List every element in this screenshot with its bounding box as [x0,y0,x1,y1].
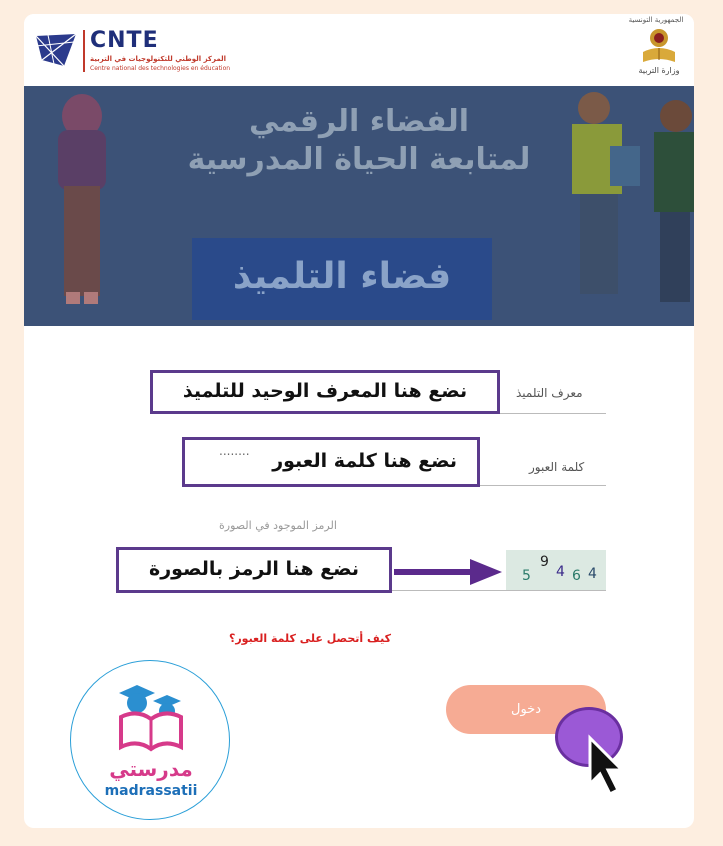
cnte-name: CNTE [90,28,159,53]
madrassati-logo [70,660,230,820]
banner-title-line2: لمتابعة الحياة المدرسية [187,142,531,177]
reading-students-icon [111,677,191,759]
password-annotation-text: نضع هنا كلمة العبور [272,450,457,472]
login-card [24,14,694,828]
ministry-label: وزارة التربية [638,66,680,75]
captcha-annotation: نضع هنا الرمز بالصورة [116,547,392,593]
republic-label: الجمهورية التونسية [628,16,684,24]
password-label: كلمة العبور [529,460,585,474]
arrow-icon [392,557,504,587]
banner-space-title: فضاء التلميذ [232,256,452,297]
password-annotation [182,437,480,487]
ministry-emblem-icon [639,26,679,66]
captcha-digit: 9 [540,554,549,570]
banner-title-line1: الفضاء الرقمي [248,104,470,139]
captcha-digit: 4 [588,566,597,582]
cnte-subtitle-fr: Centre national des technologies en éducation [90,65,231,72]
forgot-password-link[interactable]: كيف أتحصل على كلمة العبور؟ [228,632,392,645]
student-id-annotation: نضع هنا المعرف الوحيد للتلميذ [150,370,500,414]
mouse-cursor-icon [584,734,628,798]
captcha-digit: 5 [522,568,531,584]
student-id-label: معرف التلميذ [516,386,583,400]
header [24,14,694,86]
captcha-digit: 4 [556,564,565,580]
banner-space-box [192,238,492,320]
cnte-separator [83,30,85,72]
cnte-logo [34,28,231,76]
captcha-hint: الرمز الموجود في الصورة [219,519,337,532]
ministry-logo [629,16,689,86]
banner [24,86,694,326]
cnte-subtitle-ar: المركز الوطني للتكنولوجيات في التربية [90,55,227,63]
captcha-image [506,550,606,590]
madrassati-name-en: madrassatii [104,783,198,799]
password-value: ........ [219,444,250,458]
captcha-digit: 6 [572,568,581,584]
cnte-globe-icon [34,32,78,68]
madrassati-name-ar: مدرستي [109,757,193,781]
login-button[interactable]: دخول [446,685,606,734]
